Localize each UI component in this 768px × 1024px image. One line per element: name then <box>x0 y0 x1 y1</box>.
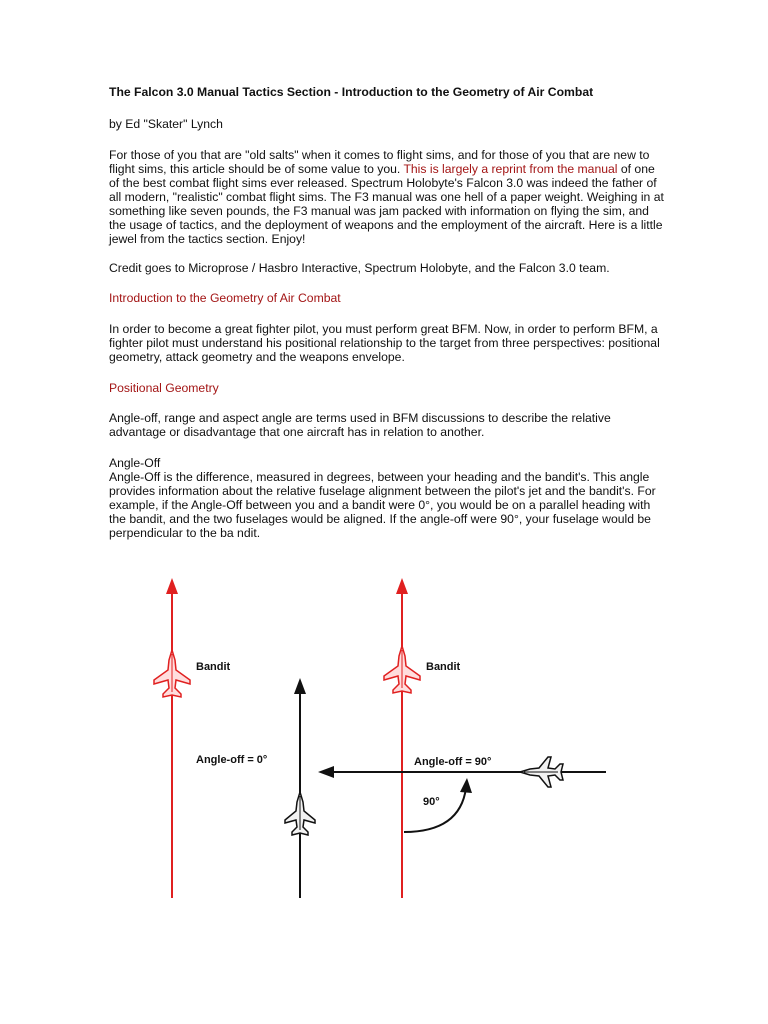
intro-text-1: For those of you that are "old salts" when it comes to flight sims, and for those of you that are new to flight sims, this article should be of some value to you. <box>109 148 650 176</box>
bandit-jet-icon-left <box>154 650 190 697</box>
own-jet-icon-left <box>285 792 315 835</box>
section-heading-positional: Positional Geometry <box>109 381 219 395</box>
angle-off-heading: Angle-Off <box>109 456 161 470</box>
own-heading-line-left <box>294 678 306 898</box>
angle-off-paragraph: Angle-Off is the difference, measured in degrees, between your heading and the bandit's. This angle provides information about the relative fuselage alignment between the pilot's jet and the bandit's. For example, if the Angle-Off between you and a bandit were 0°, you would be on a parallel heading with the bandit, and the two fuselages would be aligned. If the angle-off were 90°, your fuselage would be perpendicular to the ba ndit. <box>109 470 656 540</box>
manual-link[interactable]: This is largely a reprint from the manual <box>403 162 618 176</box>
document-title: The Falcon 3.0 Manual Tactics Section - Introduction to the Geometry of Air Combat <box>109 85 594 99</box>
angle-off-ninety-label: Angle-off = 90° <box>414 756 492 768</box>
intro-text-2: of one of the best combat flight sims ever released. Spectrum Holobyte's Falcon 3.0 was indeed the father of all modern, "realistic" combat flight sims. The F3 manual was one hell of a paper weight. Weighing in at something like seven pounds, the F3 manual was jam packed with information on flying the sim, and the usage of tactics, and the deployment of weapons and the employment of the aircraft. Here is a little jewel from the tactics section. Enjoy! <box>109 162 664 246</box>
credit-paragraph: Credit goes to Microprose / Hasbro Interactive, Spectrum Holobyte, and the Falcon 3.0 team. <box>109 261 610 275</box>
bandit-label-left: Bandit <box>196 661 231 673</box>
bandit-heading-line-left <box>166 578 178 898</box>
bandit-label-right: Bandit <box>426 661 461 673</box>
arc-angle-label: 90° <box>423 796 440 808</box>
byline: by Ed "Skater" Lynch <box>109 117 223 131</box>
angle-off-zero-label: Angle-off = 0° <box>196 754 268 766</box>
section-paragraph-positional: Angle-off, range and aspect angle are terms used in BFM discussions to describe the relative advantage or disadvantage that one aircraft has in relation to another. <box>109 411 611 439</box>
section-paragraph-intro: In order to become a great fighter pilot, you must perform great BFM. Now, in order to perform BFM, a fighter pilot must understand his positional relationship to the target from three perspectives: positional geometry, attack geometry and the weapons envelope. <box>109 322 660 364</box>
bandit-jet-icon-right <box>384 646 420 693</box>
bandit-heading-line-right <box>396 578 408 898</box>
intro-paragraph <box>109 148 664 246</box>
section-heading-intro: Introduction to the Geometry of Air Combat <box>109 291 341 305</box>
angle-off-diagram <box>140 570 620 910</box>
own-jet-icon-right <box>520 757 563 787</box>
